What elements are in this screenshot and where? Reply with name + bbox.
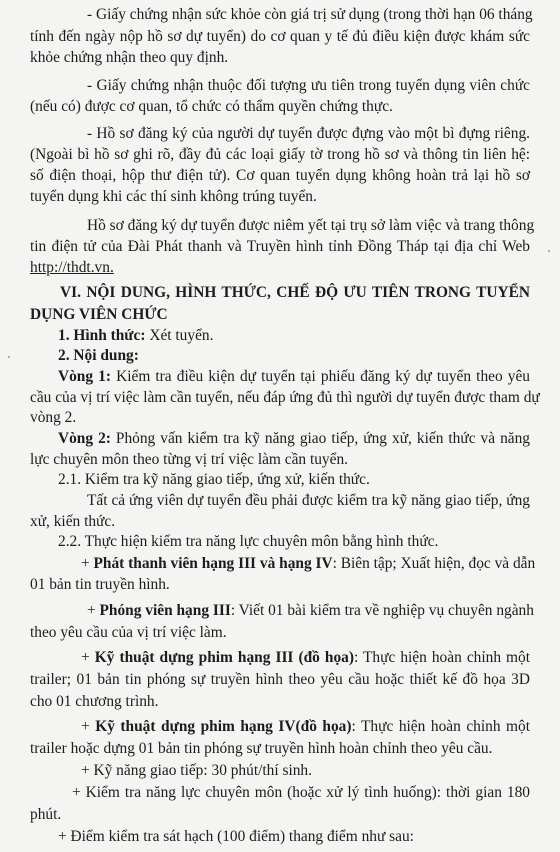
text-line: khỏe chứng nhận theo quy định. (30, 49, 229, 66)
line-rest: Xét tuyển. (145, 327, 214, 344)
text-line: 01 bản tin truyền hình. (30, 576, 170, 593)
text-line (58, 346, 139, 366)
bold-label: Phóng viên hạng III (99, 602, 231, 619)
text-line: số điện thoại, hộp thư điện tử). Cơ quan tuyển dụng không hoàn trả lại hồ sơ (30, 167, 530, 184)
text-line: vòng 2. (30, 409, 77, 426)
text-line: xử, kiến thức. (30, 513, 116, 530)
bold-label: 2. Nội dung: (58, 347, 139, 364)
text-line: + Kỹ năng giao tiếp: 30 phút/thí sinh. (81, 762, 312, 779)
text-line: - Giấy chứng nhận sức khỏe còn giá trị sử dụng (trong thời hạn 06 tháng (87, 6, 533, 23)
text-line: 2.1. Kiểm tra kỹ năng giao tiếp, ứng xử, kiến thức. (58, 471, 370, 488)
text-line (58, 429, 530, 449)
text-line: lực chuyên môn theo từng vị trí việc làm cần tuyển. (30, 451, 348, 468)
line-rest: Kiểm tra điều kiện dự tuyển tại phiếu đăng ký dự tuyển theo yêu (111, 368, 530, 385)
text-line: tuyển dụng khi các thí sinh không trúng tuyển. (30, 188, 317, 205)
text-line (81, 554, 536, 574)
line-rest: : Thực hiện hoàn chỉnh một (353, 649, 530, 666)
text-line: tin điện tử của Đài Phát thanh và Truyền hình tỉnh Đồng Tháp tại địa chỉ Web (30, 238, 530, 255)
text-line: Hồ sơ đăng ký dự tuyển được niêm yết tại trụ sở làm việc và trang thông (87, 217, 535, 234)
line-rest: : Thực hiện hoàn chỉnh một (351, 718, 530, 735)
scan-speck (8, 356, 10, 358)
text-line: + Kiểm tra năng lực chuyên môn (hoặc xử lý tình huống): thời gian 180 (72, 784, 530, 801)
text-line: phút. (30, 806, 62, 823)
text-line (58, 367, 530, 387)
bullet-prefix: + (81, 555, 94, 572)
bold-label: Vòng 2: (58, 430, 111, 447)
bullet-prefix: + (87, 602, 100, 619)
text-line: cầu của vị trí việc làm cần tuyển, nếu đáp ứng đủ thì người dự tuyển được tham dự (30, 389, 540, 406)
text-line: trailer; 01 bản tin phóng sự truyền hình theo yêu cầu hoặc thiết kế đồ họa 3D (30, 671, 530, 688)
text-line: (nếu có) được cơ quan, tổ chức có thẩm quyền chứng thực. (30, 98, 393, 115)
text-line: trailer hoặc dựng 01 bản tin phóng sự truyền hình hoàn chỉnh theo yêu cầu. (30, 740, 493, 757)
text-line (81, 648, 530, 668)
text-line (81, 717, 530, 737)
bold-label: Phát thanh viên hạng III và hạng IV (93, 555, 333, 572)
bold-label: Kỹ thuật dựng phim hạng IV(đồ họa) (95, 718, 352, 735)
text-line (58, 326, 213, 346)
text-line: http://thdt.vn. (30, 259, 114, 276)
text-line: VI. NỘI DUNG, HÌNH THỨC, CHẾ ĐỘ ƯU TIÊN TRONG TUYỂN (60, 284, 530, 301)
line-rest: Phỏng vấn kiểm tra kỹ năng giao tiếp, ứng xử, kiến thức và năng (110, 430, 531, 447)
text-line: + Điểm kiểm tra sát hạch (100 điểm) thang điểm như sau: (58, 828, 414, 845)
bullet-prefix: + (81, 649, 95, 666)
bold-label: Kỹ thuật dựng phim hạng III (đồ họa) (94, 649, 354, 666)
line-rest: : Biên tập; Xuất hiện, đọc và dẫn (332, 555, 536, 572)
text-line: DỤNG VIÊN CHỨC (30, 306, 168, 323)
text-line: 2.2. Thực hiện kiểm tra năng lực chuyên môn bằng hình thức. (58, 533, 439, 550)
bullet-prefix: + (81, 718, 96, 735)
text-line: theo yêu cầu của vị trí việc làm. (30, 624, 227, 641)
scan-speck (548, 250, 550, 252)
text-line (87, 601, 534, 621)
bold-label: 1. Hình thức: (58, 327, 146, 344)
text-line: (Ngoài bì hồ sơ ghi rõ, đầy đủ các loại giấy tờ trong hồ sơ và thông tin liên hệ: (30, 146, 530, 163)
text-line: Tất cả ứng viên dự tuyển đều phải được kiểm tra kỹ năng giao tiếp, ứng (87, 492, 530, 509)
text-line: - Hồ sơ đăng ký của người dự tuyển được đựng vào một bì đựng riêng. (87, 125, 530, 142)
text-line: - Giấy chứng nhận thuộc đối tượng ưu tiên trong tuyển dụng viên chức (87, 77, 530, 94)
bold-label: Vòng 1: (58, 368, 111, 385)
line-rest: : Viết 01 bài kiểm tra về nghiệp vụ chuyên ngành (230, 602, 534, 619)
text-line: cho 01 chương trình. (30, 693, 159, 710)
text-line: tính đến ngày nộp hồ sơ dự tuyển) do cơ quan y tế đủ điều kiện được khám sức (30, 28, 530, 45)
